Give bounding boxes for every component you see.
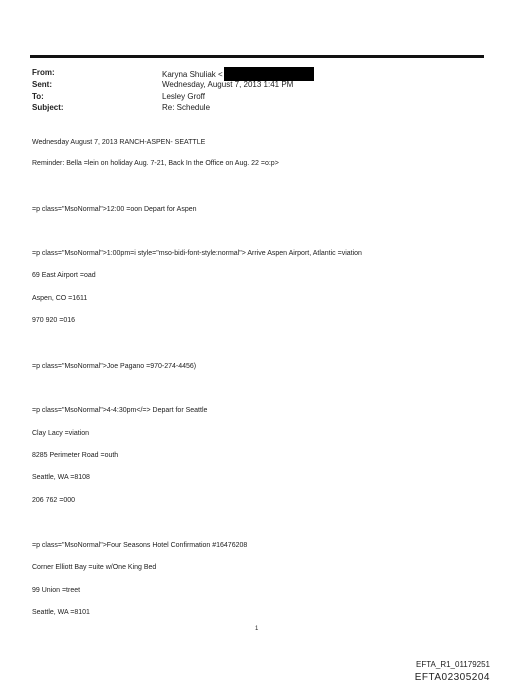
body-line: 8285 Perimeter Road =outh (32, 452, 119, 459)
body-line: Aspen, CO =1611 (32, 295, 88, 302)
body-line: =p class="MsoNormal">12:00 =oon Depart for Aspen (32, 206, 197, 213)
body-line: Clay Lacy =viation (32, 430, 90, 437)
body-line: 99 Union =treet (32, 587, 81, 594)
body-line: =p class="MsoNormal">Joe Pagano =970-274-4456) (32, 363, 197, 370)
body-line: 206 762 =000 (32, 497, 76, 504)
body-line: Seattle, WA =8108 (32, 474, 90, 481)
header-rule (30, 55, 484, 58)
body-line: Seattle, WA =8101 (32, 609, 90, 616)
body-line: Reminder: Bella =lein on holiday Aug. 7-21, Back In the Office on Aug. 22 =o:p> (32, 160, 279, 167)
to-value: Lesley Groff (162, 92, 205, 101)
body-line: =p class="MsoNormal">1:00pm=i style="mso-bidi-font-style:normal"> Arrive Aspen Airport, Atlantic =viation (32, 250, 362, 257)
bates-number-primary: EFTA_R1_01179251 (416, 660, 490, 669)
body-line: Wednesday August 7, 2013 RANCH-ASPEN- SEATTLE (32, 139, 206, 146)
from-value: Karyna Shuliak < (162, 67, 314, 81)
sent-label: Sent: (32, 80, 52, 89)
body-line: 69 East Airport =oad (32, 272, 96, 279)
from-label: From: (32, 68, 55, 77)
sent-value: Wednesday, August 7, 2013 1:41 PM (162, 80, 294, 89)
body-line: Corner Elliott Bay =uite w/One King Bed (32, 564, 157, 571)
body-line: =p class="MsoNormal">Four Seasons Hotel Confirmation #16476208 (32, 542, 248, 549)
page-number: 1 (255, 626, 259, 632)
body-line: =p class="MsoNormal">4-4:30pm</=> Depart for Seattle (32, 407, 208, 414)
subject-label: Subject: (32, 103, 64, 112)
body-line: 970 920 =016 (32, 317, 76, 324)
to-label: To: (32, 92, 44, 101)
bates-number-secondary: EFTA02305204 (414, 672, 490, 683)
subject-value: Re: Schedule (162, 103, 211, 112)
